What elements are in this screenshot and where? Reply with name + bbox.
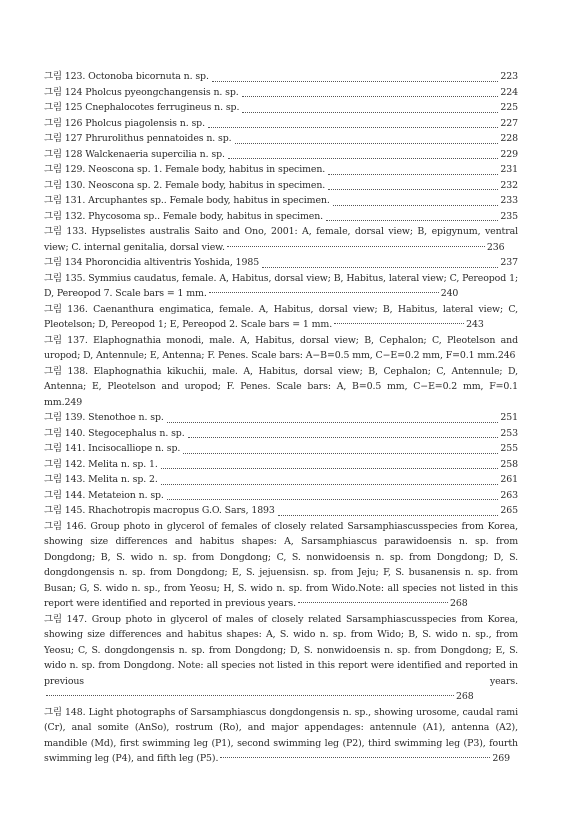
dot-leader (208, 127, 498, 128)
toc-entry (44, 705, 518, 767)
toc-entry (44, 69, 518, 85)
toc-entry (44, 302, 518, 333)
dot-leader (326, 220, 498, 221)
page-number: 229 (500, 148, 518, 160)
toc-entry (44, 472, 518, 488)
toc-entry (44, 178, 518, 194)
toc-entry (44, 457, 518, 473)
entry-text: 그림 146. Group photo in glycerol of females of closely related Sarsamphiascusspecies from Korea, showing size differences and habitus shapes: A, Sarsamphiascus parawidoensis n. sp. from Dongdong; B, S. wido n. sp. from Dongdong; C, S. nonwidoensis n. sp. from Dongdong; D, S. dongdongensis n. sp. from Dongdong; E, S. jejuensisn. sp. from Jeju; F, S. busanensis n. sp. from Busan; G, S. wido n. sp., from Yeosu; H, S. wido n. sp. from Wido.Note: all species not listed in this report were identified and reported in previous years. (44, 520, 518, 609)
dot-leader (242, 96, 499, 97)
page-number: 224 (500, 86, 518, 98)
dot-leader (328, 189, 498, 190)
entry-text: 그림 143. Melita n. sp. 2. (44, 474, 158, 485)
toc-entry (44, 519, 518, 612)
page-number: 223 (500, 71, 518, 82)
toc-entry (44, 612, 518, 705)
page-number: 268 (450, 598, 468, 609)
toc-entry (44, 426, 518, 442)
entry-text: 그림 130. Neoscona sp. 2. Female body, habitus in specimen. (44, 179, 326, 191)
dot-leader (262, 267, 498, 268)
entry-text: 그림 144. Metateion n. sp. (44, 489, 164, 501)
entry-text: 그림 129. Neoscona sp. 1. Female body, habitus in specimen. (44, 164, 326, 175)
entry-text: 그림 131. Arcuphantes sp.. Female body, habitus in specimen. (44, 195, 330, 206)
page-number: 269 (492, 753, 510, 764)
dot-leader (333, 205, 499, 206)
dot-leader (161, 484, 499, 485)
toc-entry (44, 85, 518, 101)
dot-leader (46, 695, 454, 696)
entry-text: 그림 133. Hypselistes australis Saito and Ono, 2001: A, female, dorsal view; B, epigynum, ventral view; C. internal genitalia, dorsal view. (44, 226, 518, 253)
entry-text: 그림 147. Group photo in glycerol of males of closely related Sarsamphiascusspecies from Korea, showing size differences and habitus shapes: A, S. wido n. sp. from Wido; B, S. wido n. sp., from Yeosu; C, S. dongdongensis n. sp. from Dongdong; D, S. nonwidoensis n. sp. from Dongdong; E, S. wido n. sp. from Dongdong. Note: all species not listed in this report were identified and reported in previous years. (44, 613, 518, 687)
page-number: 249 (64, 396, 83, 408)
toc-entry (44, 333, 518, 364)
toc-entry (44, 147, 518, 163)
toc-entry (44, 162, 518, 178)
dot-leader (183, 453, 498, 454)
dot-leader (242, 112, 498, 113)
page-number: 235 (500, 210, 518, 222)
page-number: 251 (500, 412, 518, 423)
dot-leader (228, 158, 499, 159)
page-number: 225 (500, 102, 518, 113)
toc-entry (44, 100, 518, 116)
entry-text: 그림 148. Light photographs of Sarsamphiascus dongdongensis n. sp., showing urosome, caudal rami (Cr), anal somite (AnSo), rostrum (Ro), and major appendages: antennule (A1), antenna (A2), mandible (Md), first swimming leg (P1), second swimming leg (P2), third swimming leg (P3), fourth swimming leg (P4), and fifth leg (P5). (44, 706, 518, 764)
page-number: 232 (500, 179, 518, 191)
entry-text: 그림 132. Phycosoma sp.. Female body, habitus in specimen. (44, 210, 324, 222)
dot-leader (278, 515, 499, 516)
page-number: 227 (500, 117, 518, 129)
entry-text: 그림 135. Symmius caudatus, female. A, Habitus, dorsal view; B, Habitus, lateral view; C, Pereopod 1; D, Pereopod 7. Scale bars = 1 mm. (44, 272, 518, 299)
toc-entry (44, 364, 518, 411)
dot-leader (167, 499, 499, 500)
toc-entry (44, 193, 518, 209)
toc-entry (44, 503, 518, 519)
page-number: 253 (500, 427, 518, 439)
toc-entry (44, 488, 518, 504)
toc-entry (44, 131, 518, 147)
entry-text: 그림 142. Melita n. sp. 1. (44, 458, 158, 470)
toc-entry (44, 255, 518, 271)
entry-text: 그림 136. Caenanthura engimatica, female. A, Habitus, dorsal view; B, Habitus, lateral view; C, Pleotelson; D, Pereopod 1; E, Pereopod 2. Scale bars = 1 mm. (44, 303, 518, 330)
page-number: 268 (456, 691, 474, 702)
page-number: 243 (466, 319, 484, 330)
page-number: 261 (500, 474, 518, 485)
toc-entry (44, 410, 518, 426)
entry-text: 그림 139. Stenothoe n. sp. (44, 412, 164, 423)
toc-entry (44, 271, 518, 302)
entry-text: 그림 127 Phrurolithus pennatoides n. sp. (44, 133, 232, 144)
dot-leader (227, 246, 485, 247)
page-number: 228 (500, 133, 518, 144)
entry-text: 그림 126 Pholcus piagolensis n. sp. (44, 117, 205, 129)
dot-leader (209, 292, 439, 293)
page-number: 233 (500, 195, 518, 206)
dot-leader (167, 422, 499, 423)
page-number: 240 (440, 288, 459, 299)
entry-text: 그림 140. Stegocephalus n. sp. (44, 427, 185, 439)
page-number: 258 (500, 458, 518, 470)
dot-leader (334, 323, 464, 324)
page-number: 255 (500, 443, 518, 454)
table-of-figures (44, 69, 518, 767)
page-number: 237 (500, 257, 518, 268)
entry-text: 그림 138. Elaphognathia kikuchii, male. A, Habitus, dorsal view; B, Cephalon; C, Antennule; D, Antenna; E, Pleotelson and uropod; F. Penes. Scale bars: A, B=0.5 mm, C−E=0.2 mm, F=0.1 mm. (44, 365, 518, 408)
page-number: 236 (486, 241, 505, 253)
dot-leader (328, 174, 498, 175)
page-number: 246 (497, 350, 516, 361)
entry-text: 그림 124 Pholcus pyeongchangensis n. sp. (44, 86, 239, 98)
page-number: 265 (500, 505, 518, 516)
dot-leader (220, 757, 490, 758)
entry-text: 그림 145. Rhachotropis macropus G.O. Sars, 1893 (44, 505, 275, 516)
dot-leader (235, 143, 499, 144)
entry-text: 그림 128 Walckenaeria supercilia n. sp. (44, 148, 225, 160)
toc-entry (44, 224, 518, 255)
entry-text: 그림 134 Phoroncidia altiventris Yoshida, 1985 (44, 257, 260, 268)
toc-entry (44, 116, 518, 132)
page-number: 231 (500, 164, 518, 175)
toc-entry (44, 441, 518, 457)
dot-leader (212, 81, 499, 82)
entry-text: 그림 141. Incisocalliope n. sp. (44, 443, 181, 454)
dot-leader (298, 602, 448, 603)
entry-text: 그림 137. Elaphognathia monodi, male. A, Habitus, dorsal view; B, Cephalon; C, Pleotelson and uropod; D, Antennule; E, Antenna; F. Penes. Scale bars: A−B=0.5 mm, C−E=0.2 mm, F=0.1 mm. (44, 334, 518, 361)
entry-text: 그림 123. Octonoba bicornuta n. sp. (44, 71, 209, 82)
page-number: 263 (500, 489, 518, 501)
entry-text: 그림 125 Cnephalocotes ferrugineus n. sp. (44, 102, 240, 113)
toc-entry (44, 209, 518, 225)
dot-leader (161, 468, 499, 469)
dot-leader (188, 437, 499, 438)
